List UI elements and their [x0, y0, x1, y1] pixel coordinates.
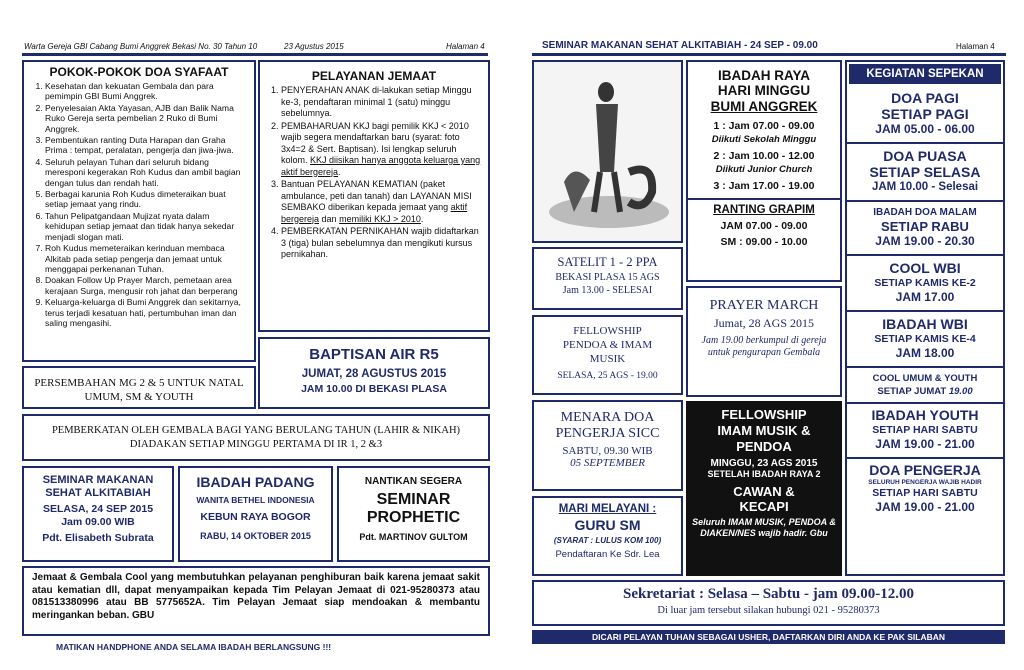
menara-date: SABTU, 09.30 WIB: [562, 445, 653, 457]
right-header: [532, 40, 1006, 56]
penghiburan-box: [22, 566, 490, 636]
padang-box: [178, 466, 333, 562]
menara-line: PENGERJA SICC: [555, 426, 660, 441]
kegiatan-item: [847, 459, 1003, 515]
kegiatan-day: SETIAP KAMIS KE-4: [874, 333, 976, 345]
item-underline: aktif bergereja: [281, 202, 468, 224]
fellowship-note: SETELAH IBADAH RAYA 2: [707, 469, 821, 479]
fellowship-line: KECAPI: [739, 499, 789, 514]
satelit-line: Jam 13.00 - SELESAI: [562, 285, 653, 296]
prayer-note: Jam 19.00 berkumpul di gereja untuk pengurapan Gembala: [701, 335, 827, 358]
ranting-time: JAM 07.00 - 09.00: [720, 220, 808, 232]
list-item: 6. Tahun Pelipatgandaan Mujizat nyata dalam kehidupan setiap jemaat dan tidak hanya sekedar menjadi slogan mati.: [45, 211, 250, 242]
divider: [688, 198, 840, 200]
seminar-line: SEMINAR MAKANAN: [42, 474, 154, 486]
kegiatan-name: DOA PAGI: [891, 90, 959, 106]
seminar-date: SELASA, 24 SEP 2015: [42, 503, 154, 515]
seminar-box: [22, 466, 174, 562]
header-title: SEMINAR MAKANAN SEHAT ALKITABIAH - 24 SEP - 09.00: [542, 40, 818, 51]
prophetic-line: SEMINAR: [376, 491, 451, 508]
kegiatan-item: [847, 86, 1003, 144]
satelit-line: BEKASI PLASA 15 AGS: [555, 272, 660, 283]
fellowship-note: Seluruh IMAM MUSIK, PENDOA & DIAKEN/NES wajib hadir. Gbu: [692, 517, 836, 538]
kegiatan-title: KEGIATAN SEPEKAN: [849, 64, 1001, 84]
pemberkatan-box: [22, 414, 490, 461]
kegiatan-day: SETIAP PAGI: [881, 106, 969, 122]
baptisan-date: JUMAT, 28 AGUSTUS 2015: [301, 368, 447, 380]
kegiatan-day: SETIAP JUMAT: [877, 386, 947, 397]
item-text: PEMBAHARUAN KKJ bagi pemilik KKJ < 2010 wajib segera mendaftarkan baru (syarat: foto 3x4=2 & Sert. Baptisan). Isi lengkap seluruh kolom.: [281, 120, 469, 165]
pelayanan-title: PELAYANAN JEMAAT: [311, 69, 437, 83]
left-header: [22, 40, 488, 56]
kegiatan-name: IBADAH WBI: [882, 316, 968, 332]
seminar-line: SEHAT ALKITABIAH: [45, 487, 151, 499]
doa-title: POKOK-POKOK DOA SYAFAAT: [49, 65, 229, 79]
kegiatan-item: [847, 312, 1003, 368]
kegiatan-name: IBADAH YOUTH: [871, 407, 979, 423]
fellowship-imam-box: [686, 401, 842, 576]
fellowship-line: IMAM MUSIK &: [717, 423, 811, 438]
kegiatan-item: [847, 144, 1003, 202]
fellowship-date: MINGGU, 23 AGS 2015: [710, 458, 818, 469]
header-title: Warta Gereja GBI Cabang Bumi Anggrek Bekasi No. 30 Tahun 10: [24, 42, 258, 51]
item-text: dan: [321, 213, 337, 224]
list-item: 1. Kesehatan dan kekuatan Gembala dan para pemimpin GBI Bumi Anggrek.: [45, 81, 250, 102]
melayani-title: MARI MELAYANI :: [558, 503, 657, 515]
list-item: 7. Roh Kudus memeteraikan kerinduan membaca Alkitab pada setiap pengerja dan jemaat untuk menggapai perkenanan Tuhan.: [45, 243, 250, 274]
ibadah-line: IBADAH RAYA: [717, 68, 811, 83]
pelayanan-list: [264, 85, 484, 261]
prophetic-speaker: Pdt. MARTINOV GULTOM: [359, 532, 468, 542]
ibadah-raya-box: [686, 60, 842, 282]
menara-doa-box: [532, 400, 683, 491]
prophetic-line: PROPHETIC: [366, 509, 461, 526]
kegiatan-day: SETIAP SELASA: [869, 164, 981, 180]
kegiatan-item: [847, 404, 1003, 459]
persembahan-text: PERSEMBAHAN MG 2 & 5 UNTUK NATAL UMUM, SM & YOUTH: [34, 377, 244, 403]
prophetic-box: [337, 466, 490, 562]
kegiatan-day: SETIAP KAMIS KE-2: [874, 277, 976, 289]
kegiatan-day: SETIAP HARI SABTU: [872, 424, 978, 436]
padang-title: IBADAH PADANG: [196, 474, 315, 490]
fellowship-line: FELLOWSHIP: [573, 325, 642, 337]
list-item: 5. Berbagai karunia Roh Kudus dimeteraikan buat setiap jemaat yang rindu.: [45, 189, 250, 210]
list-item: 9. Keluarga-keluarga di Bumi Anggrek dan sekitarnya, terus terjadi kesatuan hati, pertumbuhan iman dan saling mengasihi.: [45, 297, 250, 328]
doa-list: [28, 81, 250, 328]
item-text: Bantuan PELAYANAN KEMATIAN (paket ambulance, peti dan tanah) dan LAYANAN MISI SEMBAKO diberikan kepada jemaat yang: [281, 179, 472, 212]
kegiatan-name: DOA PENGERJA: [869, 462, 981, 478]
prophetic-line: NANTIKAN SEGERA: [364, 476, 463, 487]
schedule-item: 1 : Jam 07.00 - 09.00: [713, 120, 815, 132]
item-underline: KKJ diisikan hanya anggota keluarga yang aktif bergereja: [281, 155, 481, 177]
fellowship-pendoa-box: [532, 315, 683, 395]
header-page: Halaman 4: [446, 42, 485, 51]
list-item: 2. PEMBAHARUAN KKJ bagi pemilik KKJ < 2010 wajib segera mendaftarkan baru (syarat: foto 3x4=2 & Sert. Baptisan). Isi lengkap seluruh kolom. KKJ diisikan hanya anggota keluarga yang aktif bergereja.: [281, 121, 484, 179]
seminar-speaker: Pdt. Elisabeth Subrata: [42, 532, 154, 544]
fellowship-line: CAWAN &: [733, 484, 795, 499]
sekretariat-contact: Di luar jam tersebut silakan hubungi 021 - 95280373: [657, 605, 880, 616]
prayer-date: Jumat, 28 AGS 2015: [713, 316, 814, 330]
schedule-item: 3 : Jam 17.00 - 19.00: [713, 180, 815, 192]
persembahan-box: [22, 366, 256, 409]
list-item: 3. Bantuan PELAYANAN KEMATIAN (paket ambulance, peti dan tanah) dan LAYANAN MISI SEMBAKO diberikan kepada jemaat yang aktif bergereja dan memiliki KKJ > 2010.: [281, 179, 484, 225]
figure-body: [596, 104, 618, 172]
melayani-contact: Pendaftaran Ke Sdr. Lea: [555, 549, 660, 560]
padang-org: WANITA BETHEL INDONESIA: [196, 495, 315, 505]
melayani-role: GURU SM: [574, 517, 641, 533]
baptisan-title: BAPTISAN AIR R5: [309, 346, 439, 363]
kegiatan-time: JAM 19.00 - 21.00: [875, 437, 975, 451]
kegiatan-time: JAM 19.00 - 20.30: [875, 234, 975, 248]
fellowship-line: PENDOA & IMAM: [562, 339, 653, 351]
ranting-title: RANTING GRAPIM: [713, 204, 815, 216]
seminar-time: Jam 09.00 WIB: [61, 516, 135, 528]
kegiatan-note: SELURUH PENGERJA WAJIB HADIR: [868, 479, 982, 486]
illustration-box: [532, 60, 683, 243]
fellowship-date: SELASA, 25 AGS - 19.00: [557, 371, 658, 381]
kegiatan-day: SETIAP RABU: [881, 219, 969, 234]
header-date: 23 Agustus 2015: [284, 42, 344, 51]
kegiatan-time: 19.00: [948, 386, 973, 397]
melayani-req: (SYARAT : LULUS KOM 100): [553, 536, 662, 545]
kegiatan-time: JAM 05.00 - 06.00: [875, 122, 975, 136]
schedule-item: 2 : Jam 10.00 - 12.00: [713, 150, 815, 162]
melayani-box: [532, 496, 683, 576]
ibadah-line: BUMI ANGGREK: [710, 99, 818, 114]
kegiatan-time: JAM 10.00 - Selesai: [871, 181, 979, 193]
baptisan-box: [258, 337, 490, 409]
kegiatan-time: JAM 19.00 - 21.00: [875, 500, 975, 514]
ranting-time: SM : 09.00 - 10.00: [720, 236, 808, 248]
kegiatan-box: [845, 60, 1005, 576]
left-footer: MATIKAN HANDPHONE ANDA SELAMA IBADAH BERLANGSUNG !!!: [56, 642, 332, 652]
padang-place: KEBUN RAYA BOGOR: [200, 511, 311, 523]
list-item: 3. Pembentukan ranting Duta Harapan dan Graha Prima : tempat, peralatan, pengerja dan jiwa-jiwa.: [45, 135, 250, 156]
schedule-note: Diikuti Junior Church: [715, 164, 813, 175]
list-item: 4. PEMBERKATAN PERNIKAHAN wajib didaftarkan 3 (tiga) bulan sebelumnya dan mengikuti kursus pernikahan.: [281, 226, 484, 261]
figure-head: [598, 82, 614, 102]
illustration-image: [534, 62, 681, 241]
sekretariat-box: [532, 580, 1005, 626]
list-item: 4. Seluruh pelayan Tuhan dari seluruh bidang meresponi kegerakan Roh Kudus dan ambil bagian dengan tulus dan rendah hati.: [45, 157, 250, 188]
satelit-line: SATELIT 1 - 2 PPA: [557, 255, 658, 269]
menara-date: 05 SEPTEMBER: [570, 457, 645, 469]
kegiatan-item: [847, 256, 1003, 312]
list-item: 8. Doakan Follow Up Prayer March, pemetaan area kerajaan Surga, mengusir roh jahat dan berperang: [45, 275, 250, 296]
list-item: 1. PENYERAHAN ANAK di-lakukan setiap Minggu ke-3, pendaftaran minimal 1 (satu) minggu sebelumnya.: [281, 85, 484, 120]
kegiatan-time: JAM 17.00: [895, 290, 955, 304]
kegiatan-day: SETIAP HARI SABTU: [872, 487, 978, 499]
pemberkatan-text: PEMBERKATAN OLEH GEMBALA BAGI YANG BERULANG TAHUN (LAHIR & NIKAH) DIADAKAN SETIAP MINGGU PERTAMA DI IR 1, 2 &3: [51, 425, 461, 450]
kegiatan-time: JAM 18.00: [895, 346, 955, 360]
fellowship-line: PENDOA: [736, 439, 792, 454]
baptisan-time: JAM 10.00 DI BEKASI PLASA: [301, 383, 447, 395]
fellowship-line: FELLOWSHIP: [721, 407, 807, 422]
padang-date: RABU, 14 OKTOBER 2015: [200, 531, 311, 541]
schedule-note: Diikuti Sekolah Minggu: [711, 134, 817, 145]
kegiatan-name: COOL WBI: [889, 260, 961, 276]
kegiatan-item: [847, 368, 1003, 404]
pelayanan-jemaat-box: [258, 60, 490, 332]
right-footer: DICARI PELAYAN TUHAN SEBAGAI USHER, DAFTARKAN DIRI ANDA KE PAK SILABAN: [532, 630, 1005, 644]
satelit-box: [532, 247, 683, 310]
prayer-title: PRAYER MARCH: [709, 298, 819, 313]
kegiatan-name: IBADAH DOA MALAM: [873, 207, 977, 218]
kegiatan-name: DOA PUASA: [883, 148, 967, 164]
prayer-march-box: [686, 286, 842, 397]
kegiatan-item: [847, 202, 1003, 256]
doa-syafaat-box: [22, 60, 256, 362]
item-underline: memiliki KKJ > 2010: [339, 213, 421, 224]
fellowship-line: MUSIK: [589, 353, 626, 365]
kegiatan-name: COOL UMUM & YOUTH: [872, 373, 978, 384]
menara-line: MENARA DOA: [560, 410, 655, 425]
penghiburan-text: Jemaat & Gembala Cool yang membutuhkan pelayanan penghiburan baik karena jemaat sakit atau kematian dll, dapat menyampaikan kepada Tim Pelayan Jemaat di 021-95280373 atau 081513380996 atau BB 5775652A. Tim Pelayan Jemaat siap mendoakan & membantu meringankan beban. GBU: [32, 572, 480, 621]
list-item: 2. Penyelesaian Akta Yayasan, AJB dan Balik Nama Ruko Gereja serta pembelian 2 Ruko di Bumi Anggrek.: [45, 103, 250, 134]
ibadah-line: HARI MINGGU: [717, 83, 811, 98]
sekretariat-hours: Sekretariat : Selasa – Sabtu - jam 09.00-12.00: [623, 586, 914, 602]
header-page: Halaman 4: [956, 42, 995, 51]
